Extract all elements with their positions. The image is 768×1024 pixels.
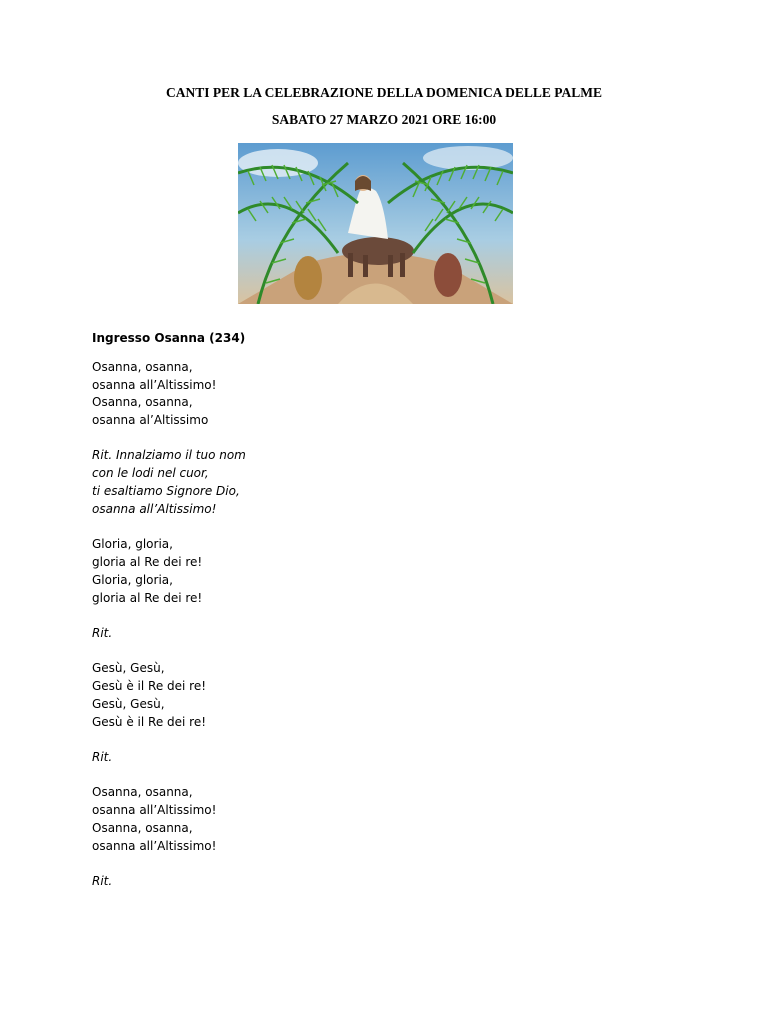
song-line: osanna all’Altissimo! <box>92 501 217 516</box>
song-line: osanna all’Altissimo! <box>92 377 217 392</box>
song-line: gloria al Re dei re! <box>92 554 203 569</box>
song-line: Rit. Innalziamo il tuo nom <box>92 448 246 463</box>
song-line: Rit. <box>92 873 113 888</box>
song-line: con le lodi nel cuor, <box>92 466 209 481</box>
refrain-stanza <box>92 873 692 891</box>
song-line: osanna al’Altissimo <box>92 413 209 428</box>
song-line: Rit. <box>92 749 113 764</box>
song-line: gloria al Re dei re! <box>92 590 203 605</box>
palm-sunday-illustration <box>238 143 513 304</box>
refrain-stanza <box>92 625 692 643</box>
song-line: osanna all’Altissimo! <box>92 802 217 817</box>
song-line: Osanna, osanna, <box>92 820 193 835</box>
song-line: Gloria, gloria, <box>92 572 173 587</box>
song-line: ti esaltiamo Signore Dio, <box>92 484 240 499</box>
document-subtitle: SABATO 27 MARZO 2021 ORE 16:00 <box>271 112 497 127</box>
song-line: osanna all’Altissimo! <box>92 838 217 853</box>
refrain-stanza <box>92 749 692 767</box>
song-line: Gesù, Gesù, <box>92 661 165 676</box>
song-stanzas <box>92 359 692 891</box>
refrain-stanza <box>92 447 692 518</box>
song-line: Osanna, osanna, <box>92 359 193 374</box>
document-title: CANTI PER LA CELEBRAZIONE DELLA DOMENICA DELLE PALME <box>166 85 602 100</box>
song-line: Rit. <box>92 625 113 640</box>
verse-stanza <box>92 536 692 607</box>
song-line: Osanna, osanna, <box>92 395 193 410</box>
song-line: Gloria, gloria, <box>92 537 173 552</box>
verse-stanza <box>92 359 692 430</box>
song-line: Gesù, Gesù, <box>92 696 165 711</box>
song-line: Osanna, osanna, <box>92 785 193 800</box>
song-line: Gesù è il Re dei re! <box>92 714 207 729</box>
song-heading: Ingresso Osanna (234) <box>92 331 246 345</box>
verse-stanza <box>92 784 692 855</box>
song-text <box>92 330 692 908</box>
verse-stanza <box>92 660 692 731</box>
song-line: Gesù è il Re dei re! <box>92 678 207 693</box>
